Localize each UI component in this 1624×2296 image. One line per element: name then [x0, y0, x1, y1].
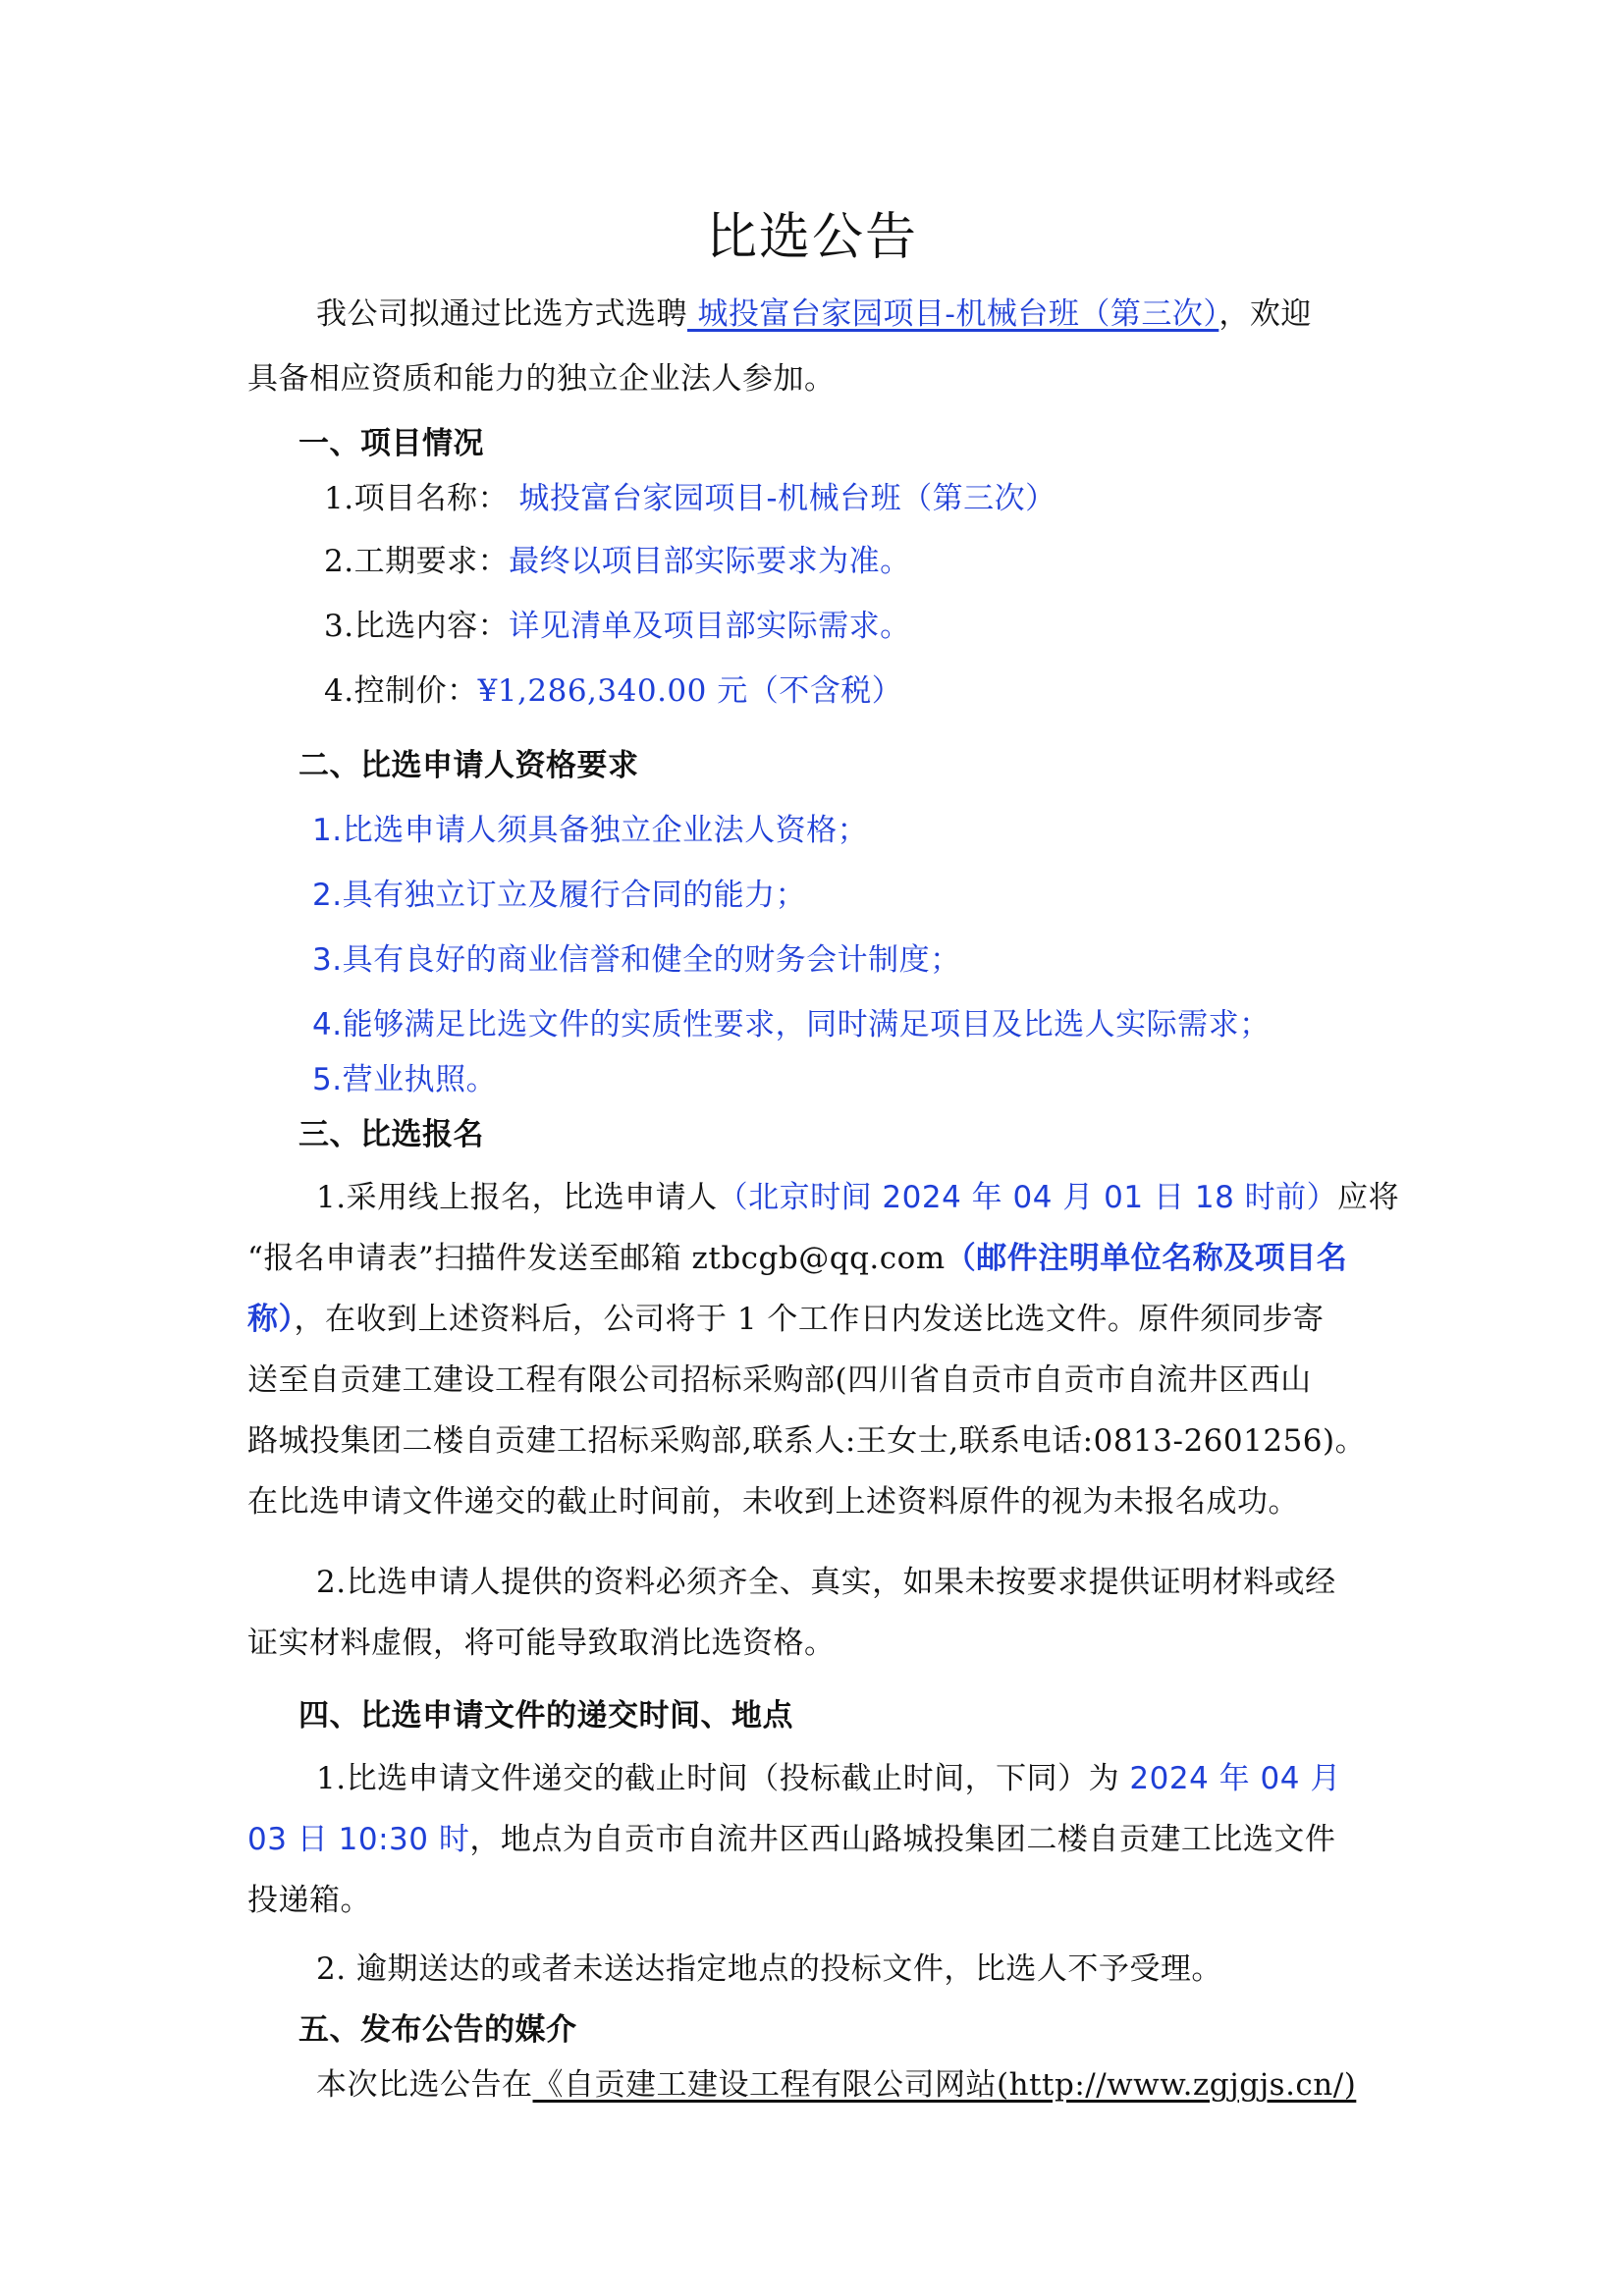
submission-line-3: 投递箱。: [247, 1883, 371, 1918]
submission-line-2: [247, 1820, 1335, 1859]
section4-heading: 四、比选申请文件的递交时间、地点: [298, 1698, 793, 1734]
registration-p2-line-1: 2.比选申请人提供的资料必须齐全、真实，如果未按要求提供证明材料或经: [316, 1565, 1336, 1600]
submission-line-1: [316, 1759, 1341, 1798]
section1-item-1: [324, 479, 1056, 518]
deadline-submission: 2024 年 04 月: [1119, 1761, 1341, 1796]
registration-p2-line-2: 证实材料虚假，将可能导致取消比选资格。: [247, 1626, 836, 1661]
deadline-submission-time: 03 日 10:30 时: [247, 1822, 470, 1857]
text: 1.采用线上报名，比选申请人: [316, 1180, 718, 1215]
text: ，在收到上述资料后，公司将于 1 个工作日内发送比选文件。原件须同步寄: [294, 1302, 1325, 1337]
section3-heading: 三、比选报名: [298, 1117, 484, 1152]
project-name-link[interactable]: 城投富台家园项目-机械台班（第三次）: [687, 296, 1219, 332]
qualification-item-4: 4.能够满足比选文件的实质性要求，同时满足项目及比选人实际需求；: [312, 1007, 1271, 1042]
registration-line-6: 在比选申请文件递交的截止时间前，未收到上述资料原件的视为未报名成功。: [247, 1484, 1299, 1520]
section1-heading: 一、项目情况: [298, 426, 484, 461]
website-link[interactable]: 《自贡建工建设工程有限公司网站(http://www.zgjgjs.cn/): [532, 2067, 1357, 2103]
section1-item-3: [324, 607, 911, 646]
section2-heading: 二、比选申请人资格要求: [298, 748, 639, 783]
text: 1.比选申请文件递交的截止时间（投标截止时间，下同）为: [316, 1761, 1120, 1796]
deadline-registration: （北京时间 2024 年 04 月 01 日 18 时前）: [717, 1180, 1338, 1215]
registration-line-2: [247, 1239, 1347, 1278]
text: ，地点为自贡市自流井区西山路城投集团二楼自贡建工比选文件: [469, 1822, 1336, 1857]
item-label: 1.项目名称：: [324, 481, 510, 516]
intro-prefix: 我公司拟通过比选方式选聘: [316, 296, 687, 332]
qualification-item-3: 3.具有良好的商业信誉和健全的财务会计制度；: [312, 942, 961, 978]
qualification-item-1: 1.比选申请人须具备独立企业法人资格；: [312, 813, 869, 848]
qualification-item-5: 5.营业执照。: [312, 1062, 498, 1097]
email-text: “报名申请表”扫描件发送至邮箱 ztbcgb@qq.com: [247, 1241, 946, 1276]
text: 应将: [1337, 1180, 1400, 1215]
item-value: 最终以项目部实际要求为准。: [509, 544, 911, 579]
page-title: 比选公告: [705, 208, 918, 267]
section1-item-2: [324, 542, 911, 581]
email-note-end: 称）: [247, 1302, 295, 1337]
email-note: （邮件注明单位名称及项目名: [945, 1241, 1348, 1276]
item-label: 3.比选内容：: [324, 609, 510, 644]
control-price: ¥1,286,340.00 元（不含税）: [477, 673, 903, 709]
section5-heading: 五、发布公告的媒介: [298, 2012, 577, 2048]
item-value: 详见清单及项目部实际需求。: [509, 609, 911, 644]
intro-line-1: [316, 294, 1312, 334]
registration-line-1: [316, 1178, 1399, 1217]
intro-line-2: 具备相应资质和能力的独立企业法人参加。: [247, 361, 836, 397]
text: 本次比选公告在: [316, 2067, 533, 2103]
media-line: [316, 2065, 1356, 2105]
section1-item-4: [324, 671, 902, 711]
submission-p2: 2. 逾期送达的或者未送达指定地点的投标文件，比选人不予受理。: [316, 1951, 1222, 1987]
item-value: 城投富台家园项目-机械台班（第三次）: [509, 481, 1056, 516]
registration-line-4: 送至自贡建工建设工程有限公司招标采购部(四川省自贡市自贡市自流井区西山: [247, 1362, 1312, 1398]
item-label: 2.工期要求：: [324, 544, 510, 579]
intro-suffix: ，欢迎: [1218, 296, 1312, 332]
registration-line-3: [247, 1300, 1324, 1339]
item-label: 4.控制价：: [324, 673, 478, 709]
registration-line-5: 路城投集团二楼自贡建工招标采购部,联系人:王女士,联系电话:0813-2601256)。: [247, 1423, 1367, 1459]
qualification-item-2: 2.具有独立订立及履行合同的能力；: [312, 878, 807, 913]
